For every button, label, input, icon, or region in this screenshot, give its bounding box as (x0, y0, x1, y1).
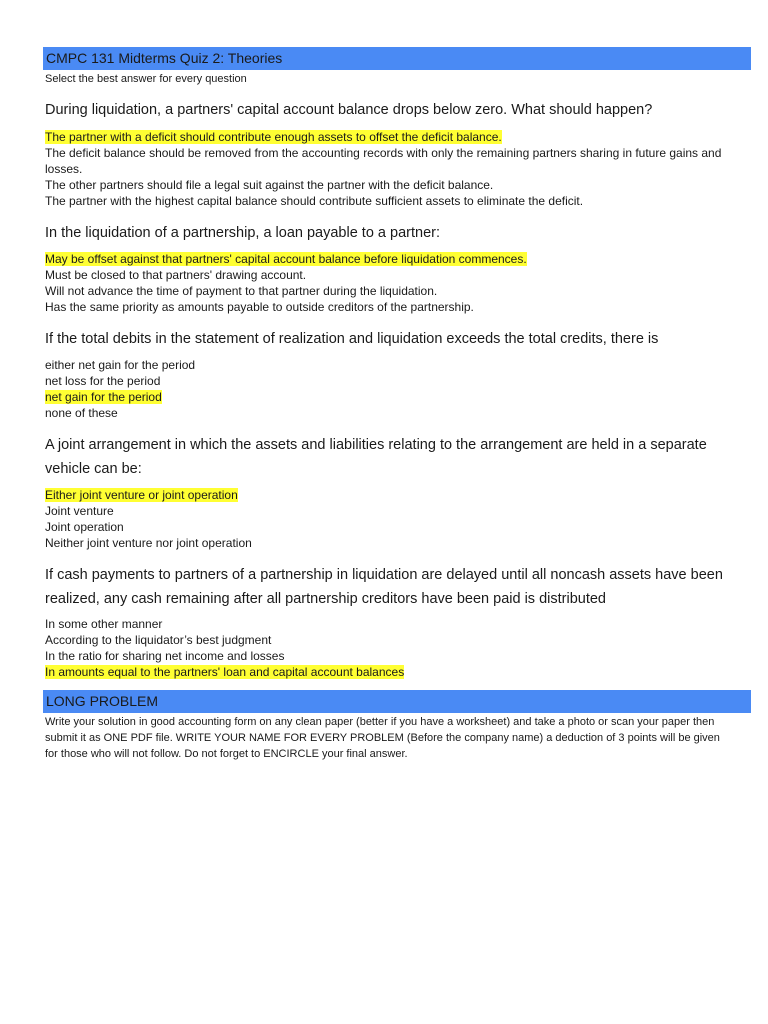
answer-choice[interactable] (45, 519, 745, 535)
choice-text: May be offset against that partners' capital account balance before liquidation commences. (45, 252, 527, 266)
choice-text: net gain for the period (45, 390, 162, 404)
long-problem-title: LONG PROBLEM (43, 690, 751, 713)
choice-text: net loss for the period (45, 374, 161, 388)
choice-text: Either joint venture or joint operation (45, 488, 238, 502)
question-4-choices (45, 487, 745, 551)
choice-text: Joint operation (45, 520, 124, 534)
question-2-choices (45, 251, 745, 315)
choice-text: According to the liquidator’s best judgment (45, 633, 272, 647)
instructions: Select the best answer for every question (45, 73, 247, 85)
quiz-title: CMPC 131 Midterms Quiz 2: Theories (43, 47, 751, 70)
answer-choice[interactable] (45, 193, 745, 209)
choice-text: In some other manner (45, 617, 163, 631)
answer-choice[interactable] (45, 535, 745, 551)
question-3-choices (45, 357, 745, 421)
choice-text: The partner with the highest capital balance should contribute sufficient assets to eliminate the deficit. (45, 194, 584, 208)
choice-text: Joint venture (45, 504, 114, 518)
question-1-choices (45, 129, 745, 209)
answer-choice[interactable] (45, 251, 745, 267)
choice-text: The deficit balance should be removed from the accounting records with only the remaining partners sharing in future gains and losses. (45, 146, 725, 176)
question-2: In the liquidation of a partnership, a loan payable to a partner: (45, 225, 440, 241)
question-5-choices (45, 616, 745, 680)
choice-text: The partner with a deficit should contribute enough assets to offset the deficit balance. (45, 130, 502, 144)
choice-text: In the ratio for sharing net income and losses (45, 649, 285, 663)
question-1: During liquidation, a partners' capital account balance drops below zero. What should happen? (45, 102, 653, 118)
choice-text: Will not advance the time of payment to that partner during the liquidation. (45, 284, 438, 298)
choice-text: either net gain for the period (45, 358, 196, 372)
answer-choice[interactable] (45, 632, 745, 648)
choice-text: Has the same priority as amounts payable to outside creditors of the partnership. (45, 300, 474, 314)
answer-choice[interactable] (45, 487, 745, 503)
answer-choice[interactable] (45, 177, 745, 193)
choice-text: none of these (45, 406, 118, 420)
answer-choice[interactable] (45, 664, 745, 680)
choice-text: Neither joint venture nor joint operation (45, 536, 252, 550)
answer-choice[interactable] (45, 616, 745, 632)
question-4: A joint arrangement in which the assets and liabilities relating to the arrangement are held in a separate vehicle can be: (45, 437, 707, 477)
answer-choice[interactable] (45, 373, 745, 389)
answer-choice[interactable] (45, 648, 745, 664)
answer-choice[interactable] (45, 299, 745, 315)
answer-choice[interactable] (45, 267, 745, 283)
answer-choice[interactable] (45, 503, 745, 519)
answer-choice[interactable] (45, 283, 745, 299)
answer-choice[interactable] (45, 389, 745, 405)
choice-text: Must be closed to that partners' drawing account. (45, 268, 307, 282)
question-3: If the total debits in the statement of realization and liquidation exceeds the total credits, there is (45, 331, 659, 347)
question-5: If cash payments to partners of a partnership in liquidation are delayed until all noncash assets have been realized, any cash remaining after all partnership creditors have been paid is distributed (45, 567, 723, 607)
choice-text: The other partners should file a legal suit against the partner with the deficit balance. (45, 178, 494, 192)
answer-choice[interactable] (45, 357, 745, 373)
choice-text: In amounts equal to the partners' loan and capital account balances (45, 665, 405, 679)
answer-choice[interactable] (45, 129, 745, 145)
answer-choice[interactable] (45, 405, 745, 421)
answer-choice[interactable] (45, 145, 745, 177)
long-problem-instructions: Write your solution in good accounting form on any clean paper (better if you have a worksheet) and take a photo or scan your paper then submit it as ONE PDF file. WRITE YOUR NAME FOR EVERY PROBLEM (Before the company name) a deduction of 3 points will be given for those who will not follow. Do not forget to ENCIRCLE your final answer. (45, 716, 720, 760)
